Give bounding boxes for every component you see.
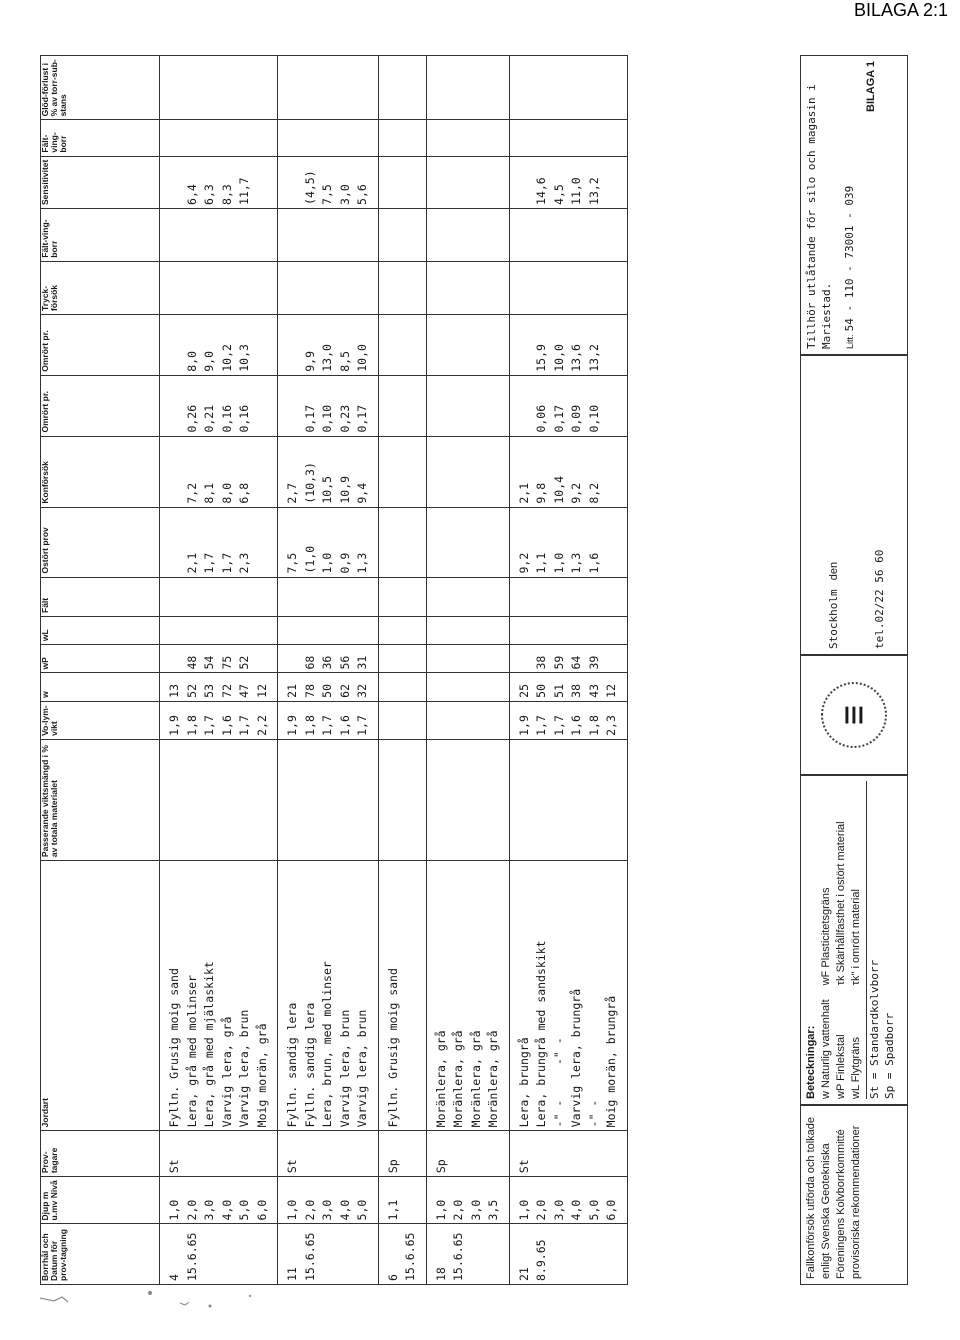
legend-title: Beteckningar:	[805, 1025, 817, 1099]
cell-omr2	[378, 314, 426, 375]
cell-wp	[509, 617, 627, 645]
cell-vo: 1,9 1,7 1,7 1,6 1,8 2,3	[509, 701, 627, 739]
cell-ostort	[426, 507, 509, 577]
legend-st: St = Standardkolvborr	[866, 781, 882, 1099]
col-omrort-2: Omrört pr.	[41, 314, 160, 375]
col-depth: Djup m u.mv Nivå	[41, 1177, 160, 1224]
lit-label: Litt.	[845, 334, 855, 349]
seal-box	[800, 655, 908, 775]
legend-item: wF Plasticitetsgräns	[820, 887, 832, 986]
cell-omr	[378, 375, 426, 436]
cell-depth: 1,0 2,0 3,0 3,5	[426, 1177, 509, 1224]
cell-passing	[426, 739, 509, 860]
cell-vo: 1,9 1,8 1,7 1,6 1,7	[278, 701, 379, 739]
cell-ostort: 2,1 1,7 1,7 2,3	[160, 507, 278, 577]
cell-kon	[378, 436, 426, 507]
cell-kon	[426, 436, 509, 507]
cell-sample: 11 15.6.65	[278, 1224, 379, 1285]
cell-glod	[278, 56, 379, 120]
cell-passing	[278, 739, 379, 860]
header-row	[41, 56, 160, 1285]
cell-wl: 68 36 56 31	[278, 645, 379, 673]
cell-sample: 6 15.6.65	[378, 1224, 426, 1285]
footer-note	[800, 1105, 908, 1285]
cell-faltving	[378, 208, 426, 261]
cell-sample: 18 15.6.65	[426, 1224, 509, 1285]
cell-sen	[426, 156, 509, 208]
cell-sen: 6,4 6,3 8,3 11,7	[160, 156, 278, 208]
cell-falt	[378, 577, 426, 616]
cell-omr: 0,26 0,21 0,16 0,16	[160, 375, 278, 436]
cell-ostort: 7,5 (1,0 1,0 0,9 1,3	[278, 507, 379, 577]
page-label: BILAGA 2:1	[853, 0, 948, 20]
cell-omr: 0,06 0,17 0,09 0,10	[509, 375, 627, 436]
cell-faltving	[278, 208, 379, 261]
cell-passing	[378, 739, 426, 860]
lit-line	[842, 61, 858, 349]
cell-glod	[160, 56, 278, 120]
cell-wp	[426, 617, 509, 645]
cell-ostort: 9,2 1,1 1,0 1,3 1,6	[509, 507, 627, 577]
telephone: tel.02/22 56 60	[873, 549, 886, 649]
cell-faltving	[426, 208, 509, 261]
legend-box	[800, 775, 908, 1105]
cell-omr	[426, 375, 509, 436]
cell-w	[426, 673, 509, 701]
cell-omr2: 8,0 9,0 10,2 10,3	[160, 314, 278, 375]
cell-kon: 7,2 8,1 8,0 6,8	[160, 436, 278, 507]
col-glodforlust: Glöd-förlust i % av torr-sub-stans	[41, 56, 160, 120]
scan-specks-icon	[30, 1278, 310, 1318]
cell-omr: 0,17 0,10 0,23 0,17	[278, 375, 379, 436]
cell-wl	[426, 645, 509, 673]
cell-tryck	[278, 261, 379, 314]
col-w: w	[41, 673, 160, 701]
col-sensitivitet: Sensitivitet	[41, 156, 160, 208]
col-passing: Passerande viktsmängd i % av totala materialet	[41, 739, 160, 860]
company-seal-icon: ☰	[821, 682, 887, 748]
legend-col-1	[819, 999, 864, 1099]
legend-col-2	[819, 821, 864, 985]
col-faltvingborr: Fält-ving-borr	[41, 120, 160, 156]
table-row	[160, 56, 278, 1285]
cell-vo: 1,9 1,8 1,7 1,6 1,7 2,2	[160, 701, 278, 739]
cell-vo	[426, 701, 509, 739]
col-kon: Konförsök	[41, 436, 160, 507]
cell-falt	[426, 577, 509, 616]
cell-glod	[426, 56, 509, 120]
cell-depth: 1,0 2,0 3,0 4,0 5,0	[278, 1177, 379, 1224]
col-soil: Jordart	[41, 861, 160, 1131]
col-wl: wL	[41, 617, 160, 645]
project-box	[800, 55, 908, 355]
cell-sen-falt	[160, 120, 278, 156]
col-ostort: Ostört prov	[41, 507, 160, 577]
cell-wp	[160, 617, 278, 645]
legend-item: w Naturlig vattenhalt	[820, 999, 832, 1099]
cell-w: 25 50 51 38 43 12	[509, 673, 627, 701]
cell-tryck	[509, 261, 627, 314]
cell-taker: Sp	[426, 1131, 509, 1177]
cell-w: 13 52 53 72 47 12	[160, 673, 278, 701]
cell-passing	[509, 739, 627, 860]
cell-glod	[378, 56, 426, 120]
cell-sample: 4 15.6.65	[160, 1224, 278, 1285]
cell-passing	[160, 739, 278, 860]
cell-falt	[509, 577, 627, 616]
cell-vo	[378, 701, 426, 739]
cell-ostort	[378, 507, 426, 577]
cell-wp	[378, 617, 426, 645]
col-taker: Prov-tagare	[41, 1131, 160, 1177]
cell-sen-falt	[278, 120, 379, 156]
cell-wl: 48 54 75 52	[160, 645, 278, 673]
cell-sen: (4,5) 7,5 3,0 5,6	[278, 156, 379, 208]
legend-sp: Sp = Spadborr	[883, 1012, 896, 1099]
cell-soil: Fylln. Grusig moig sand Lera, grå med molinser Lera, grå med mjälaskikt Varvig lera, grå Varvig lera, brun Moig morän, grå	[160, 861, 278, 1131]
legend-columns	[819, 781, 864, 1099]
cell-glod	[509, 56, 627, 120]
cell-soil: Fylln. Grusig moig sand	[378, 861, 426, 1131]
cell-sen: 14,6 4,5 11,0 13,2	[509, 156, 627, 208]
rotated-form	[40, 55, 920, 1285]
cell-w: 21 78 50 62 32	[278, 673, 379, 701]
cell-tryck	[378, 261, 426, 314]
city: Stockholm	[827, 589, 840, 649]
cell-soil: Moränlera, grå Moränlera, grå Moränlera, grå Moränlera, grå	[426, 861, 509, 1131]
cell-kon: 2,7 (10,3) 10,5 10,9 9,4	[278, 436, 379, 507]
cell-w	[378, 673, 426, 701]
cell-sen-falt	[426, 120, 509, 156]
table-row	[509, 56, 627, 1285]
cell-taker: St	[278, 1131, 379, 1177]
date-label: den	[828, 561, 840, 581]
table-row	[378, 56, 426, 1285]
location-box	[800, 355, 908, 655]
cell-wl: 38 59 64 39	[509, 645, 627, 673]
cell-omr2: 15,9 10,0 13,6 13,2	[509, 314, 627, 375]
cell-kon: 2,1 9,8 10,4 9,2 8,2	[509, 436, 627, 507]
col-wp: wP	[41, 645, 160, 673]
cell-tryck	[426, 261, 509, 314]
cell-taker: St	[160, 1131, 278, 1177]
col-falt: Fält	[41, 577, 160, 616]
cell-sen-falt	[378, 120, 426, 156]
col-omrort: Omrört pr.	[41, 375, 160, 436]
cell-tryck	[160, 261, 278, 314]
footer	[800, 55, 912, 1285]
soil-table	[40, 55, 628, 1285]
cell-sample: 21 8.9.65	[509, 1224, 627, 1285]
col-faltving: Fält-ving-borr	[41, 208, 160, 261]
lit-number: 54 - 110 - 73001 - 039	[843, 185, 856, 332]
bilaga-label: BILAGA 1	[865, 61, 877, 112]
cell-taker: Sp	[378, 1131, 426, 1177]
cell-omr2: 9,9 13,0 8,5 10,0	[278, 314, 379, 375]
cell-faltving	[509, 208, 627, 261]
cell-wp	[278, 617, 379, 645]
cell-taker: St	[509, 1131, 627, 1177]
table-row	[426, 56, 509, 1285]
col-tryck: Tryck-försök	[41, 261, 160, 314]
cell-wl	[378, 645, 426, 673]
cell-depth: 1,0 2,0 3,0 4,0 5,0 6,0	[160, 1177, 278, 1224]
cell-soil: Fylln. sandig lera Fylln. sandig lera Lera, brun, med molinser Varvig lera, brun Varvig lera, brun	[278, 861, 379, 1131]
legend-item: τk" i omrört material	[850, 889, 862, 986]
legend-item: wP Finlekstal	[835, 1034, 847, 1099]
legend-item: τk Skärhållfasthet i ostört material	[835, 821, 847, 986]
cell-soil: Lera, brungrå Lera, brungrå med sandskikt -" - -" - Varvig lera, brungrå -" - Moig morän, brungrå	[509, 861, 627, 1131]
cell-sen-falt	[509, 120, 627, 156]
cell-depth: 1,1	[378, 1177, 426, 1224]
cell-depth: 1,0 2,0 3,0 4,0 5,0 6,0	[509, 1177, 627, 1224]
city-line	[826, 361, 842, 649]
footer-note-text: Fallkonförsök utförda och tolkade enligt Svenska Geotekniska Föreningens Kolvborrkommitté provisoriska rekommendationer	[805, 1116, 862, 1279]
col-vo: Vo-lym-vikt	[41, 701, 160, 739]
table-row	[278, 56, 379, 1285]
legend-item: wL Flytgräns	[850, 1037, 862, 1099]
cell-omr2	[426, 314, 509, 375]
cell-faltving	[160, 208, 278, 261]
cell-sen	[378, 156, 426, 208]
project-text: Tillhör utlåtande för silo och magasin i Mariestad.	[805, 84, 833, 349]
cell-falt	[278, 577, 379, 616]
col-sample: Borrhål och Datum för prov-tagning	[41, 1224, 160, 1285]
cell-falt	[160, 577, 278, 616]
